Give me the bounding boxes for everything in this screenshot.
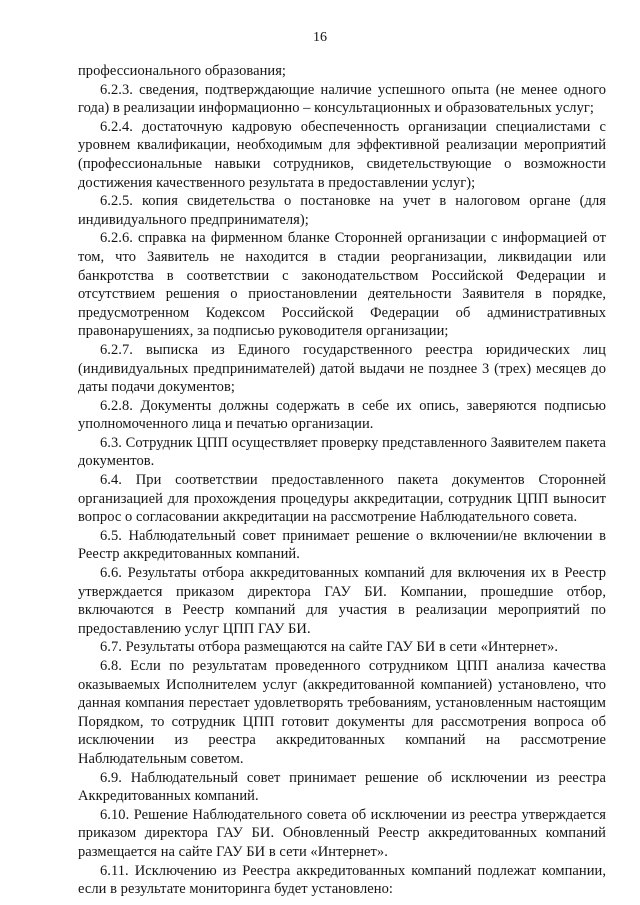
paragraph-6-10: 6.10. Решение Наблюдательного совета об исключении из реестра утверждается приказом директора ГАУ БИ. Обновленный Реестр аккредитованных компаний размещается на сайте ГАУ БИ в сети «Интернет». xyxy=(78,806,606,860)
paragraph-6-2-3: 6.2.3. сведения, подтверждающие наличие успешного опыта (не менее одного года) в реализации информационно – консультационных и образовательных услуг; xyxy=(78,81,606,117)
paragraph-6-2-6: 6.2.6. справка на фирменном бланке Сторонней организации с информацией от том, что Заявитель не находится в стадии реорганизации, ликвидации или банкротства в соответствии с законодательством Российской Федерации и отсутствием решения о приостановлении деятельности Заявителя в порядке, предусмотренном Кодексом Российской Федерации об административных правонарушениях, за подписью руководителя организации; xyxy=(78,230,606,340)
paragraph-6-6: 6.6. Результаты отбора аккредитованных компаний для включения их в Реестр утверждается приказом директора ГАУ БИ. Компании, прошедшие отбор, включаются в Реестр компаний для участия в реализации мероприятий по предоставлению услуг ЦПП ГАУ БИ. xyxy=(78,565,606,637)
paragraph-6-3: 6.3. Сотрудник ЦПП осуществляет проверку представленного Заявителем пакета документов. xyxy=(78,434,606,470)
paragraph-6-7: 6.7. Результаты отбора размещаются на сайте ГАУ БИ в сети «Интернет». xyxy=(100,639,559,656)
document-body xyxy=(78,62,606,899)
paragraph-6-2-7: 6.2.7. выписка из Единого государственного реестра юридических лиц (индивидуальных предпринимателей) датой выдачи не позднее 3 (трех) месяцев до даты подачи документов; xyxy=(78,341,606,396)
paragraph-6-11: 6.11. Исключению из Реестра аккредитованных компаний подлежат компании, если в результате мониторинга будет установлено: xyxy=(78,862,606,898)
paragraph-6-8: 6.8. Если по результатам проведенного сотрудником ЦПП анализа качества оказываемых Исполнителем услуг (аккредитованной компанией) установлено, что данная компания перестает удовлетворять требованиям, установленным настоящим Порядком, то сотрудник ЦПП готовит документы для рассмотрения вопроса об исключении из реестра аккредитованных компаний на рассмотрение Наблюдательным советом. xyxy=(78,658,606,767)
paragraph-6-2-5: 6.2.5. копия свидетельства о постановке на учет в налоговом органе (для индивидуального предпринимателя); xyxy=(78,193,606,228)
paragraph-6-2-8: 6.2.8. Документы должны содержать в себе их опись, заверяются подписью уполномоченного лица и печатью организации. xyxy=(78,397,606,433)
paragraph-continuation: профессионального образования; xyxy=(78,63,286,79)
paragraph-6-2-4: 6.2.4. достаточную кадровую обеспеченность организации специалистами с уровнем квалификации, необходимым для эффективной реализации мероприятий (профессиональные навыки сотрудников, свидетельствующие о возможности достижения качественного результата в предоставлении услуг); xyxy=(78,118,606,191)
paragraph-6-5: 6.5. Наблюдательный совет принимает решение о включении/не включении в Реестр аккредитованных компаний. xyxy=(78,527,606,563)
paragraph-6-9: 6.9. Наблюдательный совет принимает решение об исключении из реестра Аккредитованных компаний. xyxy=(78,769,606,805)
page-number: 16 xyxy=(313,30,327,45)
paragraph-6-4: 6.4. При соответствии предоставленного пакета документов Сторонней организацией для прохождения процедуры аккредитации, сотрудник ЦПП выносит вопрос о согласовании аккредитации на рассмотрение Наблюдательного совета. xyxy=(78,472,606,526)
